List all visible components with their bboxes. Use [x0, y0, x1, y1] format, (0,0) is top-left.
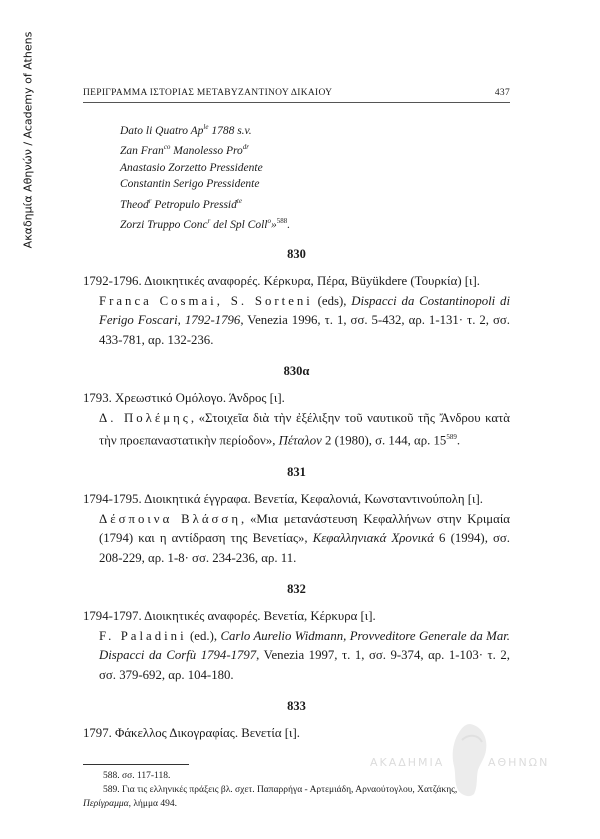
footnote-589-cont: Περίγραμμα, λήμμα 494.	[83, 798, 178, 809]
entry-number: 830	[287, 247, 306, 262]
footnote-rule	[83, 764, 189, 765]
catalog-entry	[83, 607, 510, 685]
page-number: 437	[494, 88, 510, 98]
footnote-588: 588. σσ. 117-118.	[103, 770, 171, 781]
header-title: ΠΕΡΙΓΡΑΜΜΑ ΙΣΤΟΡΙΑΣ ΜΕΤΑΒΥΖΑΝΤΙΝΟΥ ΔΙΚΑΙΟΥ	[83, 88, 333, 98]
entry-citation: Δέσποινα Βλάσση, «Μια μετανάστευση Κεφαλλήνων στην Κριμαία (1794) και η αντίδραση της Βενετίας», Κεφαλληνιακά Χρονικά 6 (1994), σσ. 208-229, αρ. 1-8· σσ. 234-236, αρ. 11.	[99, 511, 511, 565]
academy-watermark	[370, 718, 570, 808]
entry-citation: Δ. Πολέμης, «Στοιχεῖα διὰ τὴν ἐξέλιξην τοῦ ναυτικοῦ τῆς Ἄνδρου κατὰ τὴν προεπαναστατικὴν περίοδον», Πέταλον 2 (1980), σ. 144, αρ. $15^{589}$.	[99, 410, 510, 448]
athena-head-icon	[448, 720, 492, 800]
sidebar-vertical-label	[20, 31, 36, 249]
entry-heading: 1797. Φάκελλος Δικογραφίας. Βενετία [ι].	[83, 726, 300, 741]
signature-line: Theod$^r$ Petropulo Pressid$^{te}$	[120, 196, 242, 211]
catalog-entry	[83, 490, 510, 568]
running-header	[83, 88, 510, 103]
entry-heading: 1794-1795. Διοικητικά έγγραφα. Βενετία, Κεφαλονιά, Κωνσταντινούπολη [ι].	[83, 492, 483, 507]
entry-citation: Franca Cosmai, S. Sorteni (eds), Dispacci da Costantinopoli di Ferigo Foscari, 1792-1796, Venezia 1996, τ. 1, σσ. 5-432, αρ. 1-131· τ. 2, σσ. 433-781, αρ. 132-236.	[99, 293, 511, 347]
signature-line: Zan Fran$^{co}$ Manolesso Pro$^{dr}$	[120, 143, 250, 158]
entry-number: 833	[287, 699, 306, 714]
entry-citation: F. Paladini (ed.), Carlo Aurelio Widmann, Provveditore Generale da Mar. Dispacci da Corfù 1794-1797, Venezia 1997, τ. 1, σσ. 9-374, αρ. 1-103· τ. 2, σσ. 379-692, αρ. 104-180.	[99, 628, 510, 682]
entry-heading: 1794-1797. Διοικητικές αναφορές. Βενετία, Κέρκυρα [ι].	[83, 609, 376, 624]
catalog-entry	[83, 272, 510, 350]
entry-heading: 1792-1796. Διοικητικές αναφορές. Κέρκυρα, Πέρα, Büyükdere (Τουρκία) [ι].	[83, 274, 480, 289]
watermark-left-text: ΑΚΑΔΗΜΙΑ	[370, 756, 445, 769]
signature-line: Constantin Serigo Pressidente	[120, 178, 260, 191]
footnote-589: 589. Για τις ελληνικές πράξεις βλ. σχετ. Παπαρρήγα - Αρτεμιάδη, Αρναούτογλου, Χατζάκης,	[103, 784, 458, 795]
entry-heading: 1793. Χρεωστικό Ομόλογο. Άνδρος [ι].	[83, 391, 285, 406]
signature-line: Dato li Quatro $Ap^{le}$ 1788 s.v.	[120, 123, 252, 137]
watermark-right-text: ΑΘΗΝΩΝ	[488, 756, 550, 769]
signature-line: Zorzi Truppo Conc$^r$ del Spl Coll$^o$»$^{588}$.	[120, 216, 291, 231]
entry-number: 831	[287, 465, 306, 480]
signature-line: Anastasio Zorzetto Pressidente	[120, 161, 263, 174]
book-page	[83, 88, 510, 811]
catalog-entry	[83, 389, 510, 451]
sidebar-text: Ακαδημία Αθηνών / Academy of Athens	[21, 31, 35, 249]
entry-number: 832	[287, 582, 306, 597]
signature-block	[120, 119, 510, 233]
entry-number: 830α	[283, 364, 310, 379]
